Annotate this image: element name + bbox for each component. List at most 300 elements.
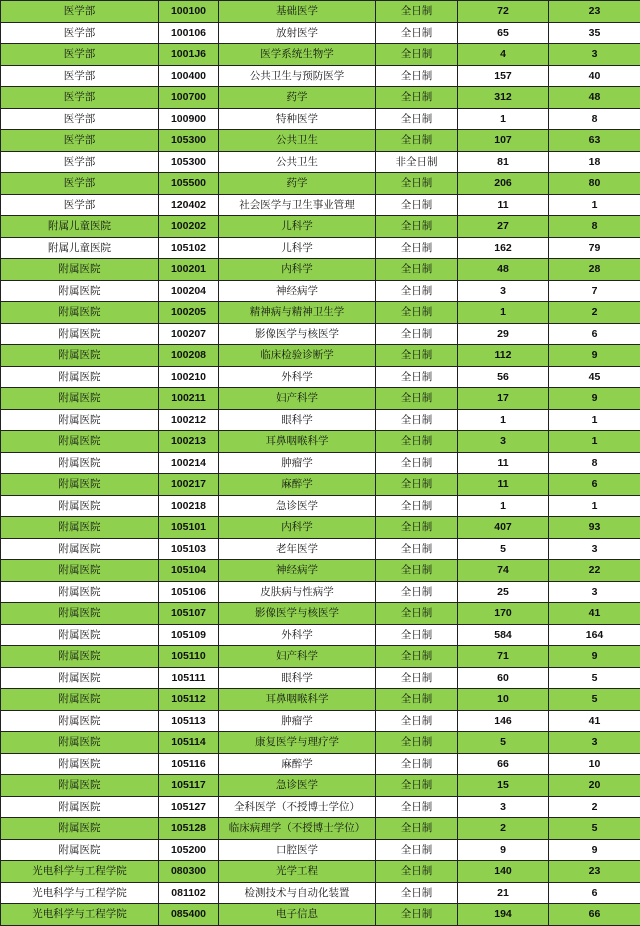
admitted-cell: 1	[549, 409, 640, 431]
admitted-cell: 3	[549, 581, 640, 603]
department-cell: 附属医院	[1, 538, 159, 560]
major-code-cell: 100900	[159, 108, 219, 130]
department-cell: 附属医院	[1, 259, 159, 281]
major-code-cell: 105300	[159, 130, 219, 152]
major-code-cell: 120402	[159, 194, 219, 216]
department-cell: 附属医院	[1, 710, 159, 732]
major-code-cell: 100201	[159, 259, 219, 281]
applicants-cell: 1	[458, 409, 549, 431]
admitted-cell: 3	[549, 732, 640, 754]
major-code-cell: 105117	[159, 775, 219, 797]
admitted-cell: 6	[549, 882, 640, 904]
major-code-cell: 100106	[159, 22, 219, 44]
applicants-cell: 21	[458, 882, 549, 904]
major-name-cell: 口腔医学	[219, 839, 376, 861]
table-row	[1, 130, 640, 152]
study-mode-cell: 全日制	[376, 366, 458, 388]
major-name-cell: 妇产科学	[219, 646, 376, 668]
study-mode-cell: 全日制	[376, 431, 458, 453]
admitted-cell: 9	[549, 345, 640, 367]
table-row	[1, 409, 640, 431]
department-cell: 附属儿童医院	[1, 216, 159, 238]
table-row	[1, 323, 640, 345]
applicants-cell: 25	[458, 581, 549, 603]
major-name-cell: 麻醉学	[219, 474, 376, 496]
major-code-cell: 105116	[159, 753, 219, 775]
major-code-cell: 105200	[159, 839, 219, 861]
major-name-cell: 电子信息	[219, 904, 376, 926]
department-cell: 附属医院	[1, 581, 159, 603]
admitted-cell: 3	[549, 44, 640, 66]
department-cell: 医学部	[1, 108, 159, 130]
department-cell: 附属医院	[1, 345, 159, 367]
admitted-cell: 80	[549, 173, 640, 195]
study-mode-cell: 全日制	[376, 818, 458, 840]
department-cell: 附属医院	[1, 667, 159, 689]
applicants-cell: 1	[458, 108, 549, 130]
study-mode-cell: 全日制	[376, 259, 458, 281]
major-name-cell: 外科学	[219, 624, 376, 646]
table-row	[1, 904, 640, 926]
department-cell: 光电科学与工程学院	[1, 861, 159, 883]
table-row	[1, 259, 640, 281]
admitted-cell: 63	[549, 130, 640, 152]
major-code-cell: 100204	[159, 280, 219, 302]
applicants-cell: 17	[458, 388, 549, 410]
major-name-cell: 临床病理学（不授博士学位）	[219, 818, 376, 840]
table-row	[1, 796, 640, 818]
table-row	[1, 646, 640, 668]
major-name-cell: 特种医学	[219, 108, 376, 130]
table-row	[1, 753, 640, 775]
applicants-cell: 9	[458, 839, 549, 861]
department-cell: 附属医院	[1, 388, 159, 410]
major-name-cell: 康复医学与理疗学	[219, 732, 376, 754]
department-cell: 附属医院	[1, 474, 159, 496]
major-code-cell: 105112	[159, 689, 219, 711]
major-code-cell: 105500	[159, 173, 219, 195]
applicants-cell: 2	[458, 818, 549, 840]
major-name-cell: 影像医学与核医学	[219, 323, 376, 345]
study-mode-cell: 全日制	[376, 280, 458, 302]
department-cell: 附属医院	[1, 366, 159, 388]
study-mode-cell: 非全日制	[376, 151, 458, 173]
applicants-cell: 10	[458, 689, 549, 711]
admitted-cell: 40	[549, 65, 640, 87]
applicants-cell: 11	[458, 474, 549, 496]
department-cell: 附属医院	[1, 280, 159, 302]
major-name-cell: 公共卫生	[219, 151, 376, 173]
table-row	[1, 861, 640, 883]
department-cell: 医学部	[1, 22, 159, 44]
applicants-cell: 170	[458, 603, 549, 625]
study-mode-cell: 全日制	[376, 216, 458, 238]
admitted-cell: 45	[549, 366, 640, 388]
applicants-cell: 1	[458, 495, 549, 517]
table-row	[1, 173, 640, 195]
major-name-cell: 放射医学	[219, 22, 376, 44]
department-cell: 附属医院	[1, 323, 159, 345]
major-code-cell: 100214	[159, 452, 219, 474]
admitted-cell: 3	[549, 538, 640, 560]
admitted-cell: 48	[549, 87, 640, 109]
major-code-cell: 100100	[159, 1, 219, 23]
major-name-cell: 老年医学	[219, 538, 376, 560]
major-name-cell: 临床检验诊断学	[219, 345, 376, 367]
major-code-cell: 105101	[159, 517, 219, 539]
admitted-cell: 35	[549, 22, 640, 44]
study-mode-cell: 全日制	[376, 388, 458, 410]
major-code-cell: 100213	[159, 431, 219, 453]
study-mode-cell: 全日制	[376, 882, 458, 904]
department-cell: 附属儿童医院	[1, 237, 159, 259]
major-name-cell: 全科医学（不授博士学位）	[219, 796, 376, 818]
department-cell: 附属医院	[1, 431, 159, 453]
major-code-cell: 100211	[159, 388, 219, 410]
applicants-cell: 29	[458, 323, 549, 345]
major-name-cell: 耳鼻咽喉科学	[219, 431, 376, 453]
department-cell: 医学部	[1, 1, 159, 23]
major-code-cell: 105300	[159, 151, 219, 173]
applicants-cell: 81	[458, 151, 549, 173]
applicants-cell: 5	[458, 732, 549, 754]
table-row	[1, 44, 640, 66]
table-row	[1, 839, 640, 861]
major-name-cell: 儿科学	[219, 216, 376, 238]
department-cell: 附属医院	[1, 753, 159, 775]
table-row	[1, 667, 640, 689]
major-name-cell: 急诊医学	[219, 495, 376, 517]
applicants-cell: 4	[458, 44, 549, 66]
table-row	[1, 624, 640, 646]
study-mode-cell: 全日制	[376, 87, 458, 109]
department-cell: 医学部	[1, 65, 159, 87]
study-mode-cell: 全日制	[376, 452, 458, 474]
major-name-cell: 眼科学	[219, 667, 376, 689]
major-name-cell: 影像医学与核医学	[219, 603, 376, 625]
major-code-cell: 105102	[159, 237, 219, 259]
applicants-cell: 206	[458, 173, 549, 195]
study-mode-cell: 全日制	[376, 65, 458, 87]
department-cell: 附属医院	[1, 409, 159, 431]
applicants-cell: 60	[458, 667, 549, 689]
major-name-cell: 检测技术与自动化装置	[219, 882, 376, 904]
applicants-cell: 3	[458, 431, 549, 453]
table-row	[1, 302, 640, 324]
major-code-cell: 105103	[159, 538, 219, 560]
admitted-cell: 23	[549, 861, 640, 883]
applicants-cell: 1	[458, 302, 549, 324]
department-cell: 医学部	[1, 130, 159, 152]
admitted-cell: 18	[549, 151, 640, 173]
study-mode-cell: 全日制	[376, 22, 458, 44]
major-code-cell: 100207	[159, 323, 219, 345]
department-cell: 附属医院	[1, 689, 159, 711]
admitted-cell: 23	[549, 1, 640, 23]
major-code-cell: 080300	[159, 861, 219, 883]
admitted-cell: 8	[549, 216, 640, 238]
applicants-cell: 56	[458, 366, 549, 388]
study-mode-cell: 全日制	[376, 624, 458, 646]
admitted-cell: 79	[549, 237, 640, 259]
major-name-cell: 光学工程	[219, 861, 376, 883]
applicants-cell: 5	[458, 538, 549, 560]
department-cell: 附属医院	[1, 517, 159, 539]
department-cell: 附属医院	[1, 624, 159, 646]
applicants-cell: 65	[458, 22, 549, 44]
major-name-cell: 神经病学	[219, 280, 376, 302]
department-cell: 医学部	[1, 151, 159, 173]
study-mode-cell: 全日制	[376, 689, 458, 711]
admitted-cell: 41	[549, 710, 640, 732]
table-row	[1, 87, 640, 109]
study-mode-cell: 全日制	[376, 710, 458, 732]
applicants-cell: 15	[458, 775, 549, 797]
table-row	[1, 388, 640, 410]
major-name-cell: 社会医学与卫生事业管理	[219, 194, 376, 216]
major-name-cell: 眼科学	[219, 409, 376, 431]
major-code-cell: 105128	[159, 818, 219, 840]
table-row	[1, 818, 640, 840]
study-mode-cell: 全日制	[376, 409, 458, 431]
admitted-cell: 28	[549, 259, 640, 281]
major-code-cell: 100212	[159, 409, 219, 431]
department-cell: 附属医院	[1, 560, 159, 582]
table-row	[1, 194, 640, 216]
admitted-cell: 41	[549, 603, 640, 625]
admitted-cell: 9	[549, 388, 640, 410]
study-mode-cell: 全日制	[376, 108, 458, 130]
major-name-cell: 神经病学	[219, 560, 376, 582]
major-name-cell: 内科学	[219, 517, 376, 539]
major-code-cell: 105113	[159, 710, 219, 732]
major-code-cell: 105110	[159, 646, 219, 668]
major-code-cell: 105109	[159, 624, 219, 646]
applicants-cell: 11	[458, 452, 549, 474]
applicants-cell: 11	[458, 194, 549, 216]
table-row	[1, 603, 640, 625]
applicants-cell: 3	[458, 280, 549, 302]
major-name-cell: 儿科学	[219, 237, 376, 259]
major-name-cell: 精神病与精神卫生学	[219, 302, 376, 324]
study-mode-cell: 全日制	[376, 603, 458, 625]
major-code-cell: 100400	[159, 65, 219, 87]
major-code-cell: 105104	[159, 560, 219, 582]
table-row	[1, 775, 640, 797]
study-mode-cell: 全日制	[376, 237, 458, 259]
table-row	[1, 345, 640, 367]
study-mode-cell: 全日制	[376, 44, 458, 66]
admitted-cell: 8	[549, 108, 640, 130]
study-mode-cell: 全日制	[376, 839, 458, 861]
department-cell: 附属医院	[1, 302, 159, 324]
major-name-cell: 肿瘤学	[219, 452, 376, 474]
admitted-cell: 9	[549, 646, 640, 668]
table-row	[1, 1, 640, 23]
table-row	[1, 366, 640, 388]
major-name-cell: 急诊医学	[219, 775, 376, 797]
study-mode-cell: 全日制	[376, 753, 458, 775]
applicants-cell: 27	[458, 216, 549, 238]
applicants-cell: 112	[458, 345, 549, 367]
applicants-cell: 140	[458, 861, 549, 883]
table-row	[1, 538, 640, 560]
department-cell: 附属医院	[1, 603, 159, 625]
study-mode-cell: 全日制	[376, 173, 458, 195]
applicants-cell: 71	[458, 646, 549, 668]
major-code-cell: 105114	[159, 732, 219, 754]
major-code-cell: 1001J6	[159, 44, 219, 66]
study-mode-cell: 全日制	[376, 194, 458, 216]
major-name-cell: 基础医学	[219, 1, 376, 23]
major-name-cell: 外科学	[219, 366, 376, 388]
admitted-cell: 2	[549, 302, 640, 324]
applicants-cell: 312	[458, 87, 549, 109]
major-code-cell: 100217	[159, 474, 219, 496]
admitted-cell: 2	[549, 796, 640, 818]
major-code-cell: 100205	[159, 302, 219, 324]
study-mode-cell: 全日制	[376, 302, 458, 324]
major-code-cell: 100218	[159, 495, 219, 517]
major-name-cell: 药学	[219, 87, 376, 109]
study-mode-cell: 全日制	[376, 474, 458, 496]
applicants-cell: 162	[458, 237, 549, 259]
study-mode-cell: 全日制	[376, 495, 458, 517]
major-code-cell: 081102	[159, 882, 219, 904]
major-code-cell: 100210	[159, 366, 219, 388]
applicants-cell: 584	[458, 624, 549, 646]
study-mode-cell: 全日制	[376, 732, 458, 754]
applicants-cell: 157	[458, 65, 549, 87]
applicants-cell: 74	[458, 560, 549, 582]
table-row	[1, 732, 640, 754]
study-mode-cell: 全日制	[376, 1, 458, 23]
department-cell: 附属医院	[1, 775, 159, 797]
study-mode-cell: 全日制	[376, 667, 458, 689]
study-mode-cell: 全日制	[376, 775, 458, 797]
major-name-cell: 医学系统生物学	[219, 44, 376, 66]
table-row	[1, 216, 640, 238]
study-mode-cell: 全日制	[376, 130, 458, 152]
admitted-cell: 10	[549, 753, 640, 775]
applicants-cell: 146	[458, 710, 549, 732]
applicants-cell: 72	[458, 1, 549, 23]
department-cell: 附属医院	[1, 796, 159, 818]
study-mode-cell: 全日制	[376, 646, 458, 668]
major-name-cell: 妇产科学	[219, 388, 376, 410]
department-cell: 附属医院	[1, 732, 159, 754]
department-cell: 光电科学与工程学院	[1, 882, 159, 904]
major-code-cell: 100700	[159, 87, 219, 109]
table-row	[1, 65, 640, 87]
applicants-cell: 194	[458, 904, 549, 926]
admitted-cell: 7	[549, 280, 640, 302]
table-row	[1, 710, 640, 732]
admitted-cell: 6	[549, 474, 640, 496]
major-code-cell: 105107	[159, 603, 219, 625]
study-mode-cell: 全日制	[376, 560, 458, 582]
study-mode-cell: 全日制	[376, 345, 458, 367]
major-code-cell: 100202	[159, 216, 219, 238]
admitted-cell: 1	[549, 431, 640, 453]
applicants-cell: 3	[458, 796, 549, 818]
admitted-cell: 93	[549, 517, 640, 539]
major-name-cell: 药学	[219, 173, 376, 195]
table-row	[1, 882, 640, 904]
admitted-cell: 5	[549, 689, 640, 711]
admitted-cell: 6	[549, 323, 640, 345]
applicants-cell: 107	[458, 130, 549, 152]
applicants-cell: 48	[458, 259, 549, 281]
table-row	[1, 237, 640, 259]
admitted-cell: 8	[549, 452, 640, 474]
department-cell: 附属医院	[1, 818, 159, 840]
table-row	[1, 581, 640, 603]
major-code-cell: 105111	[159, 667, 219, 689]
table-row	[1, 474, 640, 496]
admitted-cell: 5	[549, 667, 640, 689]
applicants-cell: 66	[458, 753, 549, 775]
table-row	[1, 560, 640, 582]
department-cell: 光电科学与工程学院	[1, 904, 159, 926]
admitted-cell: 66	[549, 904, 640, 926]
table-row	[1, 431, 640, 453]
admitted-cell: 5	[549, 818, 640, 840]
department-cell: 附属医院	[1, 839, 159, 861]
table-body	[1, 1, 640, 926]
major-code-cell: 085400	[159, 904, 219, 926]
department-cell: 医学部	[1, 173, 159, 195]
table-row	[1, 280, 640, 302]
study-mode-cell: 全日制	[376, 323, 458, 345]
table-row	[1, 517, 640, 539]
major-name-cell: 肿瘤学	[219, 710, 376, 732]
major-name-cell: 公共卫生与预防医学	[219, 65, 376, 87]
department-cell: 附属医院	[1, 646, 159, 668]
table-row	[1, 689, 640, 711]
major-name-cell: 皮肤病与性病学	[219, 581, 376, 603]
admitted-cell: 22	[549, 560, 640, 582]
major-code-cell: 100208	[159, 345, 219, 367]
study-mode-cell: 全日制	[376, 861, 458, 883]
department-cell: 附属医院	[1, 495, 159, 517]
department-cell: 医学部	[1, 194, 159, 216]
major-code-cell: 105127	[159, 796, 219, 818]
study-mode-cell: 全日制	[376, 581, 458, 603]
admitted-cell: 164	[549, 624, 640, 646]
major-name-cell: 内科学	[219, 259, 376, 281]
department-cell: 附属医院	[1, 452, 159, 474]
study-mode-cell: 全日制	[376, 538, 458, 560]
major-name-cell: 麻醉学	[219, 753, 376, 775]
table-row	[1, 108, 640, 130]
admitted-cell: 1	[549, 194, 640, 216]
study-mode-cell: 全日制	[376, 517, 458, 539]
table-row	[1, 22, 640, 44]
admitted-cell: 1	[549, 495, 640, 517]
table-row	[1, 495, 640, 517]
major-name-cell: 耳鼻咽喉科学	[219, 689, 376, 711]
major-code-cell: 105106	[159, 581, 219, 603]
department-cell: 医学部	[1, 87, 159, 109]
study-mode-cell: 全日制	[376, 904, 458, 926]
applicants-cell: 407	[458, 517, 549, 539]
department-cell: 医学部	[1, 44, 159, 66]
table-row	[1, 151, 640, 173]
major-name-cell: 公共卫生	[219, 130, 376, 152]
admitted-cell: 9	[549, 839, 640, 861]
admitted-cell: 20	[549, 775, 640, 797]
